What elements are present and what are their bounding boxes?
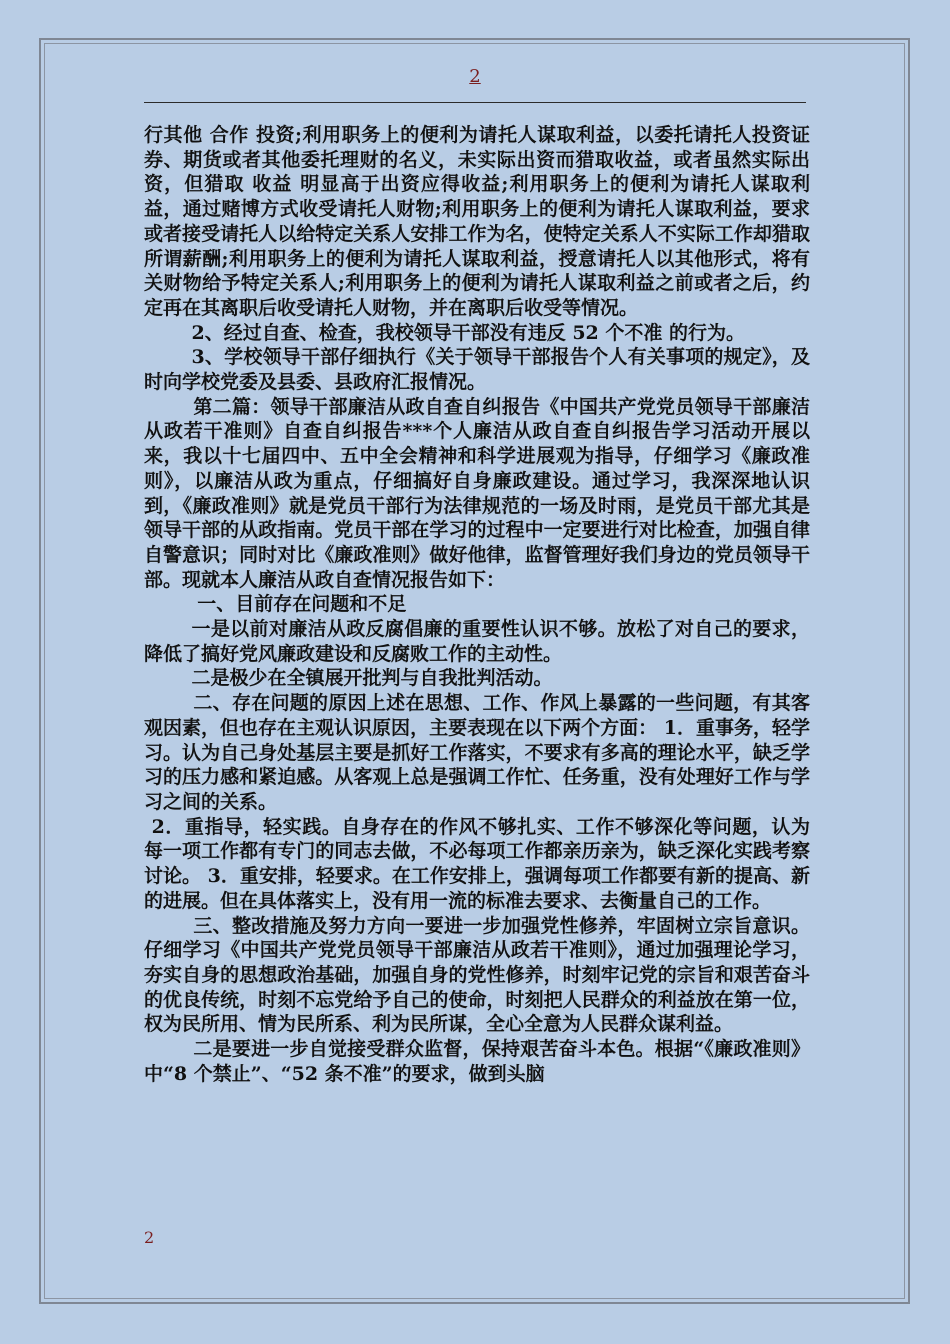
section-heading-1: 一、目前存在问题和不足 [197, 593, 407, 616]
paragraph-issue-1: 一是以前对廉洁从政反腐倡廉的重要性认识不够。放松了对自己的要求，降低了搞好党风廉政建设和反腐败工作的主动性。 [144, 618, 810, 665]
paragraph-second-article: 第二篇：领导干部廉洁从政自查自纠报告《中国共产党党员领导干部廉洁从政若干准则》自查自纠报告***个人廉洁从政自查自纠报告学习活动开展以来，我以十七届四中、五中全会精神和科学进展观为指导，仔细学习《廉政准则》，以廉洁从政为重点，仔细搞好自身廉政建设。通过学习，我深深地认识到，《廉政准则》就是党员干部行为法律规范的一场及时雨，是党员干部尤其是领导干部的从政指南。党员干部在学习的过程中一定要进行对比检查，加强自律自警意识；同时对比《廉政准则》做好他律，监督管理好我们身边的党员领导干部。现就本人廉洁从政自查情况报告如下： [144, 395, 810, 591]
paragraph-item-2: 2、经过自查、检查，我校领导干部没有违反 52 个不准 的行为。 [191, 321, 746, 344]
header-page-number: 2 [469, 66, 481, 87]
header-rule [144, 102, 806, 103]
paragraph-issue-2: 二是极少在全镇展开批判与自我批判活动。 [191, 667, 553, 690]
paragraph-measure-2: 二是要进一步自觉接受群众监督，保持艰苦奋斗本色。根据“《廉政准则》中“8 个禁止”、“52 条不准”的要求，做到头脑 [144, 1038, 810, 1085]
paragraph-continuation: 行其他 合作 投资;利用职务上的便利为请托人谋取利益，以委托请托人投资证券、期货或者其他委托理财的名义，未实际出资而猎取收益，或者虽然实际出资，但猎取 收益 明显高于出资应得收益;利用职务上的便利为请托人谋取利益，通过赌博方式收受请托人财物;利用职务上的便利为请托人谋取利益，要求或者接受请托人以给特定关系人安排工作为名，使特定关系人不实际工作却猎取所谓薪酬;利用职务上的便利为请托人谋取利益，授意请托人以其他形式，将有关财物给予特定关系人;利用职务上的便利为请托人谋取利益之前或者之后，约定再在其离职后收受请托人财物，并在离职后收受等情况。 [144, 124, 810, 319]
document-body [144, 123, 810, 1086]
paragraph-cause-2-3: 2．重指导，轻实践。自身存在的作风不够扎实、工作不够深化等问题，认为每一项工作都有专门的同志去做，不必每项工作都亲历亲为，缺乏深化实践考察讨论。 3．重安排，轻要求。在工作安排上，强调每项工作都要有新的提高、新的进展。但在具体落实上，没有用一流的标准去要求、去衡量自己的工作。 [144, 815, 810, 912]
footer-page-number: 2 [144, 1228, 155, 1247]
section-measures: 三、整改措施及努力方向一要进一步加强党性修养，牢固树立宗旨意识。仔细学习《中国共产党党员领导干部廉洁从政若干准则》，通过加强理论学习，夯实自身的思想政治基础，加强自身的党性修养，时刻牢记党的宗旨和艰苦奋斗的优良传统，时刻不忘党给予自己的使命，时刻把人民群众的利益放在第一位，权为民所用、情为民所系、利为民所谋，全心全意为人民群众谋利益。 [144, 914, 810, 1036]
paragraph-item-3: 3、学校领导干部仔细执行《关于领导干部报告个人有关事项的规定》，及时向学校党委及县委、县政府汇报情况。 [144, 346, 810, 394]
section-causes: 二、存在问题的原因上述在思想、工作、作风上暴露的一些问题，有其客观因素，但也存在主观认识原因，主要表现在以下两个方面： 1．重事务，轻学习。认为自己身处基层主要是抓好工作落实，不要求有多高的理论水平，缺乏学习的压力感和紧迫感。从客观上总是强调工作忙、任务重，没有处理好工作与学习之间的关系。 [144, 692, 810, 813]
